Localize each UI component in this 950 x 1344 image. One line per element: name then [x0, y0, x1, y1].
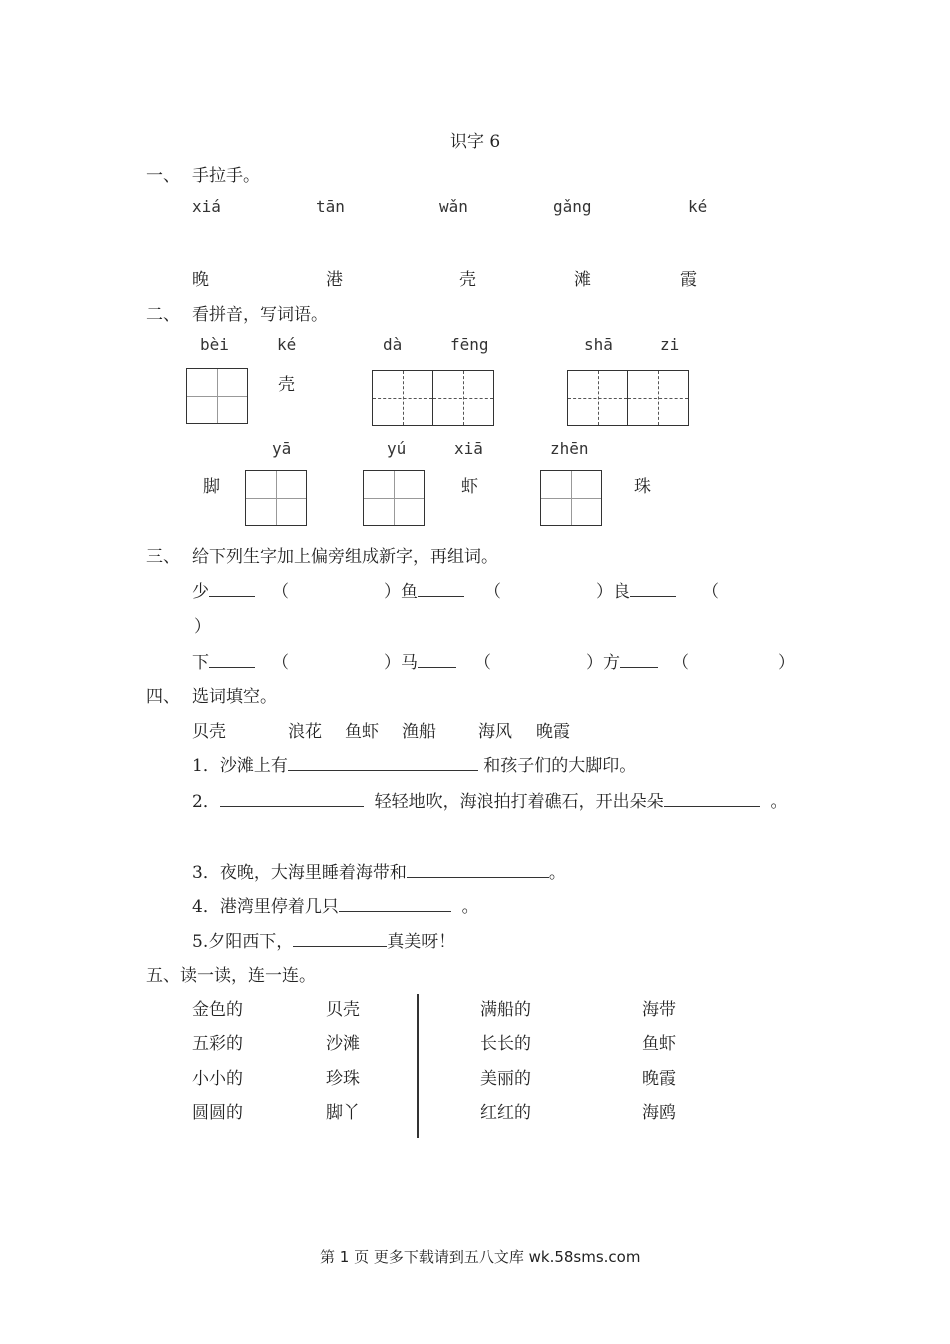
word-bank-3: 鱼虾 [345, 722, 379, 742]
fill-blank[interactable] [293, 932, 387, 947]
radical-item-fang [586, 648, 658, 673]
base-char: 下 [192, 653, 209, 673]
match-left-adj[interactable]: 圆圆的 [192, 1103, 243, 1123]
radical-item-shao [192, 577, 255, 602]
question-text: 。 [461, 897, 479, 917]
match-right-noun[interactable]: 海带 [642, 1000, 676, 1020]
section1-heading: 手拉手。 [192, 166, 260, 186]
question-text: 港湾里停着几只 [219, 897, 339, 917]
base-char: 鱼 [401, 582, 418, 602]
question-text: 轻轻地吹，海浪拍打着礁石，开出朵朵 [374, 792, 664, 812]
pinyin-5: ké [688, 197, 708, 216]
question-text: 。 [770, 792, 788, 812]
match-left-adj[interactable]: 小小的 [192, 1069, 243, 1089]
match-left-noun[interactable]: 珍珠 [326, 1069, 360, 1089]
blank-line[interactable] [630, 582, 676, 597]
match-right-adj[interactable]: 美丽的 [480, 1069, 531, 1089]
blank-line[interactable] [620, 653, 658, 668]
pinyin-da: dà [383, 335, 403, 354]
fill-blank[interactable] [407, 863, 549, 878]
section2-number: 二、 [146, 305, 180, 325]
pinyin-sha: shā [584, 335, 613, 354]
blank-line[interactable] [418, 653, 456, 668]
paren-close: ） [194, 617, 211, 637]
radical-item-xia [192, 648, 255, 673]
question-text: 真美呀！ [387, 932, 456, 952]
base-char: 马 [401, 653, 418, 673]
pinyin-1: xiá [192, 197, 221, 216]
match-right-adj[interactable]: 长长的 [480, 1034, 531, 1054]
match-right-noun[interactable]: 晚霞 [642, 1069, 676, 1089]
match-left-noun[interactable]: 贝壳 [326, 1000, 360, 1020]
word-bank-1: 贝壳 [192, 722, 226, 742]
fill-blank[interactable] [288, 756, 478, 771]
blank-line[interactable] [209, 582, 255, 597]
radical-item-ma [384, 648, 456, 673]
word-bank-4: 渔船 [402, 722, 436, 742]
blank-line[interactable] [209, 653, 255, 668]
base-char: 少 [192, 582, 209, 602]
paren-close: ） [586, 653, 603, 673]
pinyin-4: gǎng [553, 197, 592, 216]
paren-close: ） [778, 653, 795, 673]
question-number: 2． [192, 792, 220, 812]
question-1 [192, 751, 636, 776]
match-left-noun[interactable]: 脚丫 [326, 1103, 360, 1123]
match-right-adj[interactable]: 满船的 [480, 1000, 531, 1020]
match-left-adj[interactable]: 金色的 [192, 1000, 243, 1020]
section3-number: 三、 [146, 547, 180, 567]
given-char-xia: 虾 [461, 477, 478, 497]
pinyin-zi: zi [660, 335, 680, 354]
question-3 [192, 858, 566, 883]
match-right-noun[interactable]: 海鸥 [642, 1103, 676, 1123]
match-left-adj[interactable]: 五彩的 [192, 1034, 243, 1054]
pinyin-yu: yú [387, 439, 407, 458]
paren-open: （ [484, 582, 501, 602]
pinyin-2: tān [316, 197, 345, 216]
section1-number: 一、 [146, 166, 180, 186]
paren-open: （ [702, 582, 719, 602]
section4-heading: 选词填空。 [192, 687, 277, 707]
paren-close: ） [384, 582, 401, 602]
blank-line[interactable] [418, 582, 464, 597]
question-5 [192, 927, 455, 952]
fill-blank[interactable] [339, 897, 451, 912]
section2-heading: 看拼音，写词语。 [192, 305, 328, 325]
writing-box-ya[interactable] [245, 470, 307, 526]
section4-number: 四、 [146, 687, 180, 707]
base-char: 方 [603, 653, 620, 673]
given-char-ke: 壳 [278, 375, 295, 395]
section3-heading: 给下列生字加上偏旁组成新字，再组词。 [192, 547, 498, 567]
radical-item-liang [596, 577, 676, 602]
char-3: 壳 [459, 270, 476, 290]
question-number: 5. [192, 932, 209, 952]
char-4: 滩 [574, 270, 591, 290]
fill-blank[interactable] [220, 792, 364, 807]
char-2: 港 [326, 270, 343, 290]
question-text: 。 [548, 863, 566, 883]
word-bank-5: 海风 [478, 722, 512, 742]
question-text: 和孩子们的大脚印。 [483, 756, 637, 776]
question-number: 3． [192, 863, 220, 883]
section5-heading: 五、读一读，连一连。 [146, 966, 316, 986]
match-right-adj[interactable]: 红红的 [480, 1103, 531, 1123]
writing-box-shazi[interactable] [567, 370, 689, 426]
given-char-jiao: 脚 [203, 477, 220, 497]
word-bank-6: 晚霞 [536, 722, 570, 742]
writing-box-bei[interactable] [186, 368, 248, 424]
writing-box-zhen[interactable] [540, 470, 602, 526]
column-divider [417, 994, 419, 1138]
fill-blank[interactable] [664, 792, 760, 807]
paren-open: （ [272, 653, 289, 673]
radical-item-yu [384, 577, 464, 602]
pinyin-ke: ké [277, 335, 297, 354]
question-number: 1． [192, 756, 220, 776]
given-char-zhu: 珠 [634, 477, 651, 497]
pinyin-feng: fēng [450, 335, 489, 354]
pinyin-ya: yā [272, 439, 292, 458]
pinyin-3: wǎn [439, 197, 468, 216]
paren-close: ） [596, 582, 613, 602]
pinyin-zhen: zhēn [550, 439, 589, 458]
paren-close: ） [384, 653, 401, 673]
match-left-noun[interactable]: 沙滩 [326, 1034, 360, 1054]
page-footer: 第 1 页 更多下载请到五八文库 wk.58sms.com [320, 1248, 641, 1266]
pinyin-bei: bèi [200, 335, 229, 354]
paren-open: （ [672, 653, 689, 673]
question-text: 夕阳西下， [208, 932, 294, 952]
paren-open: （ [272, 582, 289, 602]
question-4 [192, 892, 479, 917]
question-number: 4． [192, 897, 220, 917]
base-char: 良 [613, 582, 630, 602]
writing-box-yu[interactable] [363, 470, 425, 526]
paren-open: （ [474, 653, 491, 673]
word-bank-2: 浪花 [288, 722, 322, 742]
question-2 [192, 787, 787, 812]
pinyin-xia: xiā [454, 439, 483, 458]
match-right-noun[interactable]: 鱼虾 [642, 1034, 676, 1054]
writing-box-dafeng[interactable] [372, 370, 494, 426]
char-5: 霞 [680, 270, 697, 290]
question-text: 沙滩上有 [219, 756, 288, 776]
question-text: 夜晚，大海里睡着海带和 [219, 863, 407, 883]
page-title: 识字 6 [450, 132, 501, 152]
char-1: 晚 [192, 270, 209, 290]
